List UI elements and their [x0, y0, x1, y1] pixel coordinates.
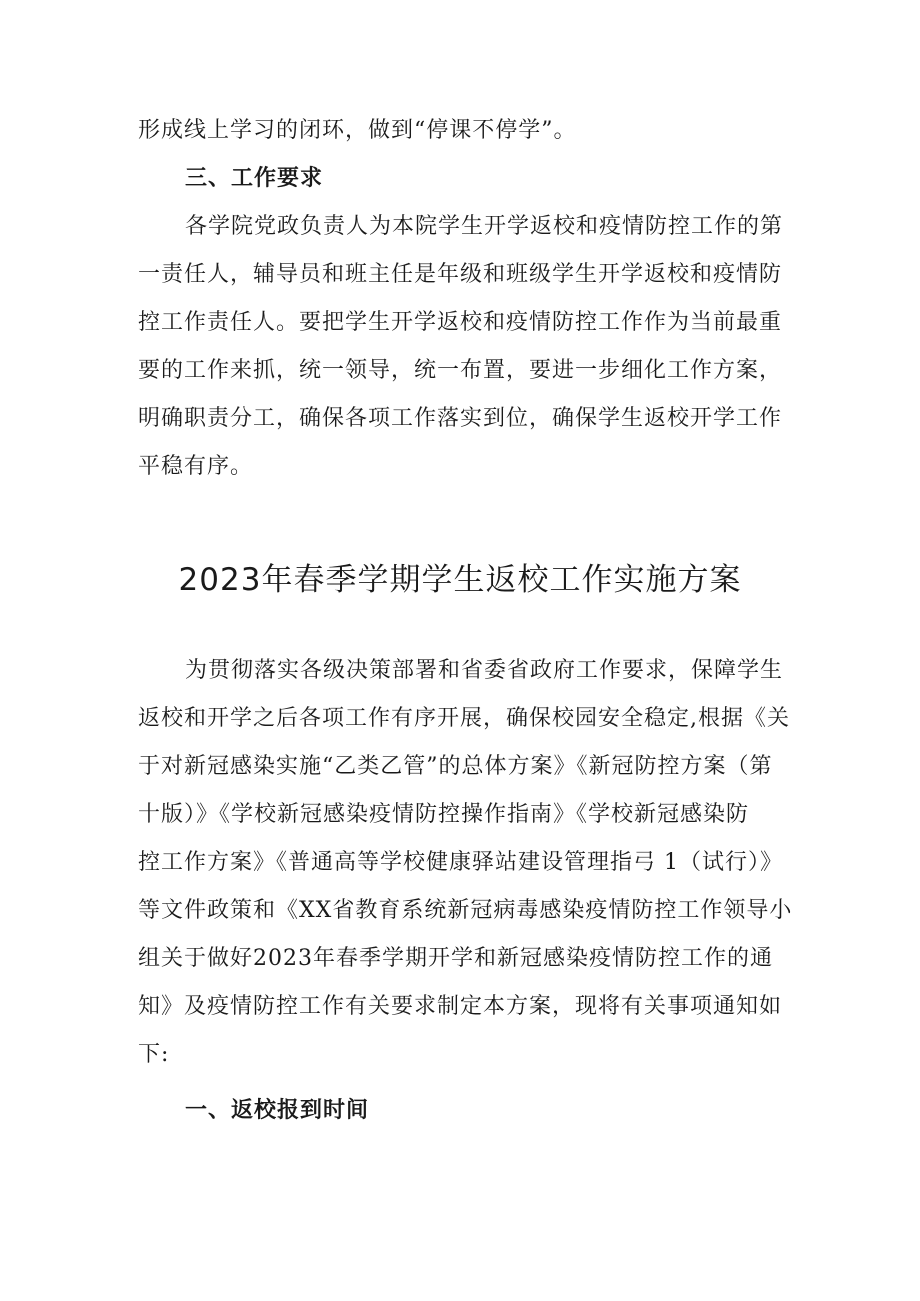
paragraph-line: 平稳有序。 [138, 454, 254, 479]
paragraph-line: 明确职责分工，确保各项工作落实到位，确保学生返校开学工作 [138, 406, 783, 431]
paragraph-line: 各学院党政负责人为本院学生开学返校和疫情防控工作的第 [185, 214, 784, 239]
paragraph-line: 等文件政策和《XX省教育系统新冠病毒感染疫情防控工作领导小 [138, 898, 793, 923]
paragraph-line: 控工作责任人。要把学生开学返校和疫情防控工作作为当前最重 [138, 310, 783, 335]
paragraph-line: 返校和开学之后各项工作有序开展，确保校园安全稳定,根据《关 [138, 706, 790, 731]
paragraph-line: 下: [138, 1042, 170, 1067]
paragraph-line: 要的工作来抓，统一领导，统一布置，要进一步细化工作方案， [138, 358, 783, 383]
document-title: 2023年春季学期学生返校工作实施方案 [178, 562, 742, 598]
section-heading-return-time: 一、返校报到时间 [185, 1098, 370, 1123]
paragraph-line: 形成线上学习的闭环，做到“停课不停学”。 [138, 118, 577, 143]
section-heading-requirements: 三、工作要求 [185, 166, 324, 191]
paragraph-line: 十版）》《学校新冠感染疫情防控操作指南》《学校新冠感染防 [138, 802, 750, 827]
paragraph-line: 组关于做好2023年春季学期开学和新冠感染疫情防控工作的通 [138, 946, 773, 971]
paragraph-line: 为贯彻落实各级决策部署和省委省政府工作要求，保障学生 [185, 658, 784, 683]
paragraph-line: 于对新冠感染实施“乙类乙管”的总体方案》《新冠防控方案（第 [138, 754, 773, 779]
paragraph-line: 知》及疫情防控工作有关要求制定本方案，现将有关事项通知如 [138, 994, 783, 1019]
paragraph-line: 控工作方案》《普通高等学校健康驿站建设管理指弓 1（试行）》 [138, 850, 783, 875]
paragraph-line: 一责任人，辅导员和班主任是年级和班级学生开学返校和疫情防 [138, 262, 783, 287]
